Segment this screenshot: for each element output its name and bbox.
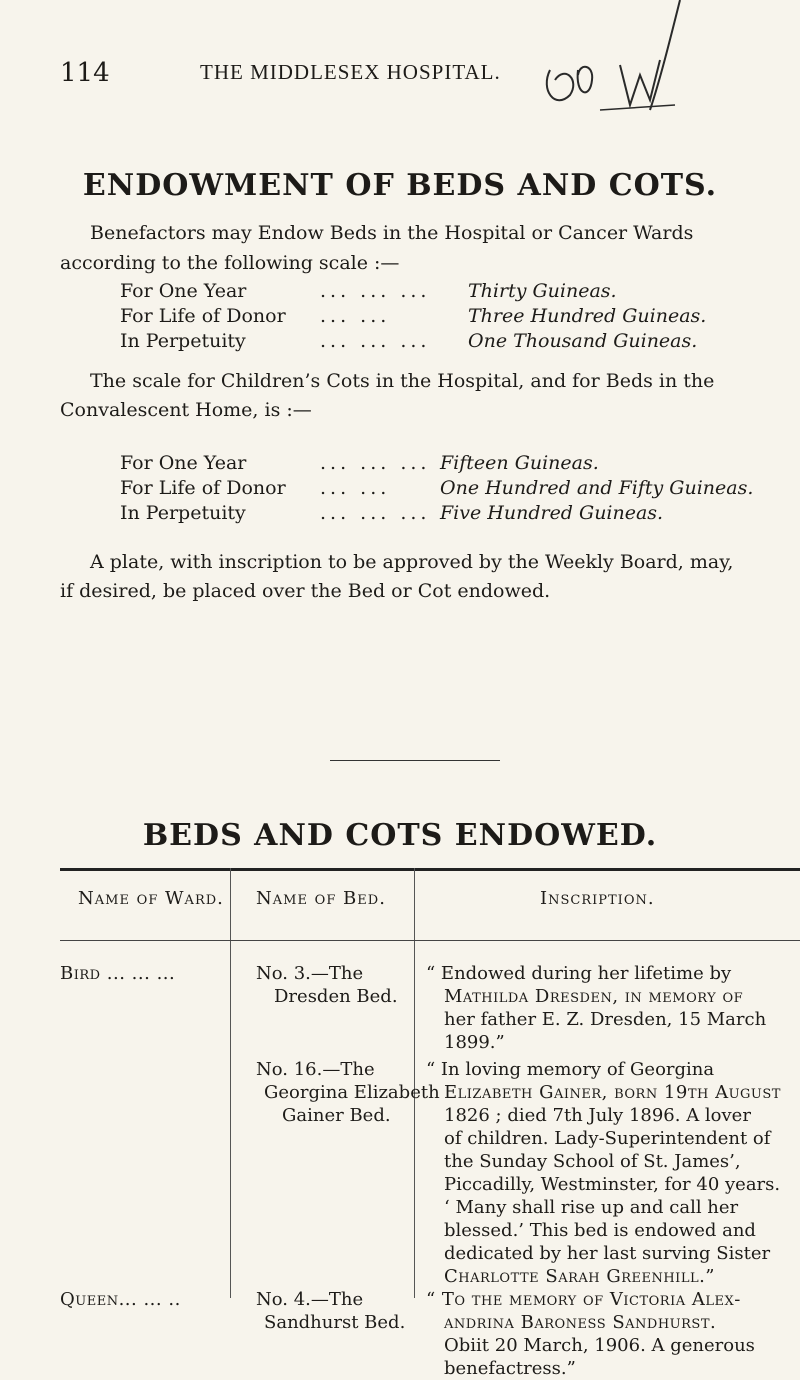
scale-row — [120, 502, 760, 527]
scale-label: For One Year — [120, 280, 247, 302]
scale-label: For Life of Donor — [120, 305, 286, 327]
scale-label: For One Year — [120, 452, 247, 474]
handwritten-annotation — [500, 0, 700, 120]
cots-intro-paragraph: The scale for Children’s Cots in the Hospital, and for Beds in the Convalescent Home, is :— — [60, 370, 715, 421]
table-top-rule — [60, 868, 800, 871]
scale-label: In Perpetuity — [120, 330, 246, 352]
scale-amount: Five Hundred Guineas. — [440, 502, 664, 524]
endowment-title: ENDOWMENT OF BEDS AND COTS. — [82, 168, 718, 203]
inscription-text — [426, 1288, 796, 1380]
leader-dots: ... ... ... — [320, 452, 431, 474]
scale-amount: Three Hundred Guineas. — [468, 305, 707, 327]
column-header-ward: Name of Ward. — [78, 888, 224, 909]
inscription-line: Elizabeth Gainer, born 19th August — [444, 1082, 781, 1103]
ward-name: Queen... ... .. — [60, 1289, 181, 1310]
scale-amount: Thirty Guineas. — [468, 280, 617, 302]
beds-endowed-title: BEDS AND COTS ENDOWED. — [142, 818, 658, 853]
bed-name-line: No. 3.—The — [256, 963, 364, 984]
scale-amount: One Hundred and Fifty Guineas. — [440, 477, 754, 499]
bed-name-line: Sandhurst Bed. — [264, 1312, 406, 1333]
table-header-rule — [60, 940, 800, 941]
inscription-text — [426, 962, 796, 1054]
inscription-line: Obiit 20 March, 1906. A generous — [444, 1335, 755, 1356]
inscription-line: 1899.” — [444, 1032, 505, 1053]
column-header-inscription: Inscription. — [540, 888, 655, 909]
bed-name — [256, 1288, 405, 1334]
inscription-line: andrina Baroness Sandhurst. — [444, 1312, 717, 1333]
inscription-line: “ Endowed during her lifetime by — [426, 963, 732, 984]
scale-label: In Perpetuity — [120, 502, 246, 524]
bed-name — [256, 1058, 440, 1127]
section-divider — [330, 760, 500, 761]
inscription-line: 1826 ; died 7th July 1896. A lover — [444, 1105, 751, 1126]
scale-label: For Life of Donor — [120, 477, 286, 499]
inscription-line: Piccadilly, Westminster, for 40 years. — [444, 1174, 781, 1195]
scale-row — [120, 477, 760, 502]
running-title: THE MIDDLESEX HOSPITAL. — [200, 60, 501, 84]
leader-dots: ... ... — [320, 305, 391, 327]
bed-name-line: Georgina Elizabeth — [264, 1082, 440, 1103]
cots-scale — [120, 452, 760, 527]
inscription-line: Mathilda Dresden, in memory of — [444, 986, 744, 1007]
inscription-line: dedicated by her last surving Sister — [444, 1243, 771, 1264]
beds-endowed-table — [60, 868, 800, 1379]
inscription-line: blessed.’ This bed is endowed and — [444, 1220, 756, 1241]
column-header-bed: Name of Bed. — [256, 888, 386, 909]
bed-name-line: No. 4.—The — [256, 1289, 364, 1310]
inscription-line: of children. Lady-Superintendent of — [444, 1128, 771, 1149]
scale-amount: One Thousand Guineas. — [468, 330, 698, 352]
ward-name: Bird ... ... ... — [60, 963, 176, 984]
leader-dots: ... ... — [320, 477, 391, 499]
page-number: 114 — [60, 58, 110, 88]
bed-name-line: Dresden Bed. — [274, 986, 398, 1007]
leader-dots: ... ... ... — [320, 280, 431, 302]
leader-dots: ... ... ... — [320, 502, 431, 524]
inscription-line: Charlotte Sarah Greenhill.” — [444, 1266, 716, 1287]
column-divider — [230, 868, 231, 1298]
inscription-line: benefactress.” — [444, 1358, 576, 1379]
beds-scale — [120, 280, 760, 355]
scale-row — [120, 280, 760, 305]
scale-row — [120, 452, 760, 477]
inscription-text — [426, 1058, 796, 1288]
inscription-line: her father E. Z. Dresden, 15 March — [444, 1009, 767, 1030]
scale-row — [120, 305, 760, 330]
plate-note-paragraph: A plate, with inscription to be approved by the Weekly Board, may, if desired, be placed over the Bed or Cot endowed. — [60, 551, 734, 602]
inscription-line: ‘ Many shall rise up and call her — [444, 1197, 739, 1218]
intro-paragraph: Benefactors may Endow Beds in the Hospital or Cancer Wards according to the following scale :— — [60, 222, 694, 274]
inscription-line: the Sunday School of St. James’, — [444, 1151, 741, 1172]
leader-dots: ... ... ... — [320, 330, 431, 352]
bed-name — [256, 962, 398, 1008]
inscription-line: “ To the memory of Victoria Alex- — [426, 1289, 741, 1310]
bed-name-line: No. 16.—The — [256, 1059, 375, 1080]
scale-row — [120, 330, 760, 355]
scale-amount: Fifteen Guineas. — [440, 452, 599, 474]
bed-name-line: Gainer Bed. — [282, 1105, 391, 1126]
inscription-line: “ In loving memory of Georgina — [426, 1059, 715, 1080]
